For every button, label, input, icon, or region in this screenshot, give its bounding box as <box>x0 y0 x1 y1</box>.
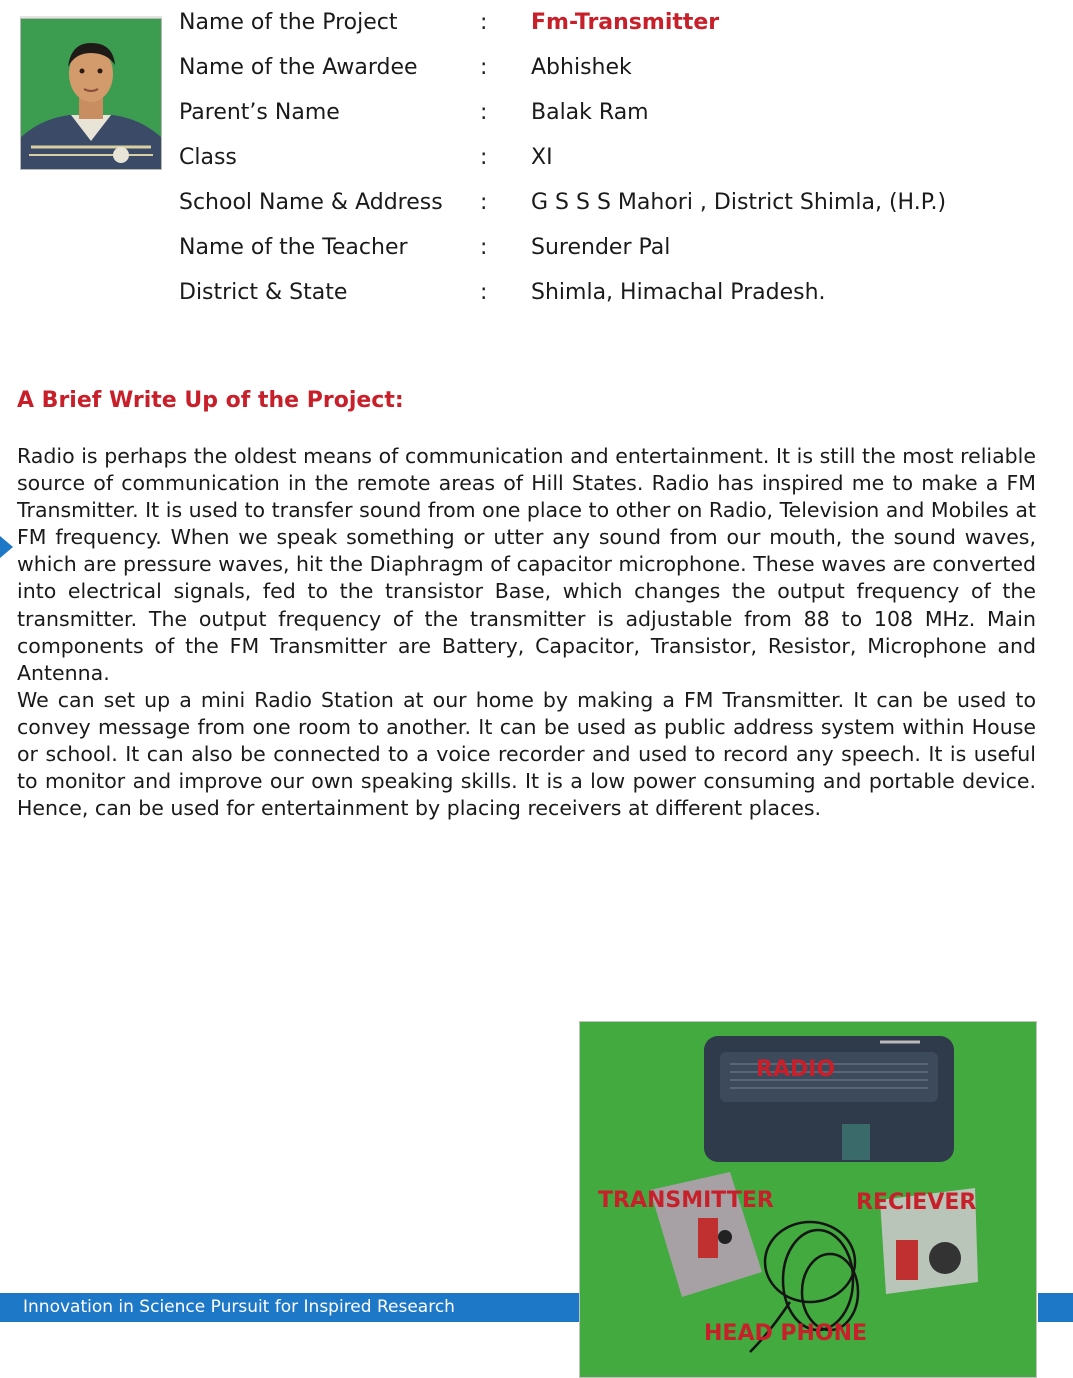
blue-marker-triangle <box>0 536 13 558</box>
write-up-heading: A Brief Write Up of the Project: <box>17 388 404 413</box>
info-colon: : <box>480 10 488 35</box>
info-row-teacher <box>0 233 1073 263</box>
info-label: District & State <box>179 280 348 305</box>
radio-shape <box>704 1036 954 1162</box>
write-up-paragraph-1: Radio is perhaps the oldest means of communication and entertainment. It is still the most reliable source of communication in the remote areas of Hill States. Radio has inspired me to make a FM Transmitter. It is used to transfer sound from one place to other on Radio, Television and Mobiles at FM frequency. When we speak something or utter any sound from our mouth, the sound waves, which are pressure waves, hit the Diaphragm of capacitor microphone. These waves are converted into electrical signals, fed to the transistor Base, which changes the output frequency of the transmitter. The output frequency of the transmitter is adjustable from 88 to 108 MHz. Main components of the FM Transmitter are Battery, Capacitor, Transistor, Resistor, Microphone and Antenna. <box>17 444 1036 685</box>
footer-text: Innovation in Science Pursuit for Inspired Research <box>23 1297 455 1317</box>
info-label: Name of the Awardee <box>179 55 418 80</box>
info-colon: : <box>480 100 488 125</box>
info-row-school <box>0 188 1073 218</box>
info-row-district <box>0 278 1073 308</box>
info-colon: : <box>480 55 488 80</box>
transmitter-label: TRANSMITTER <box>598 1188 774 1213</box>
school-value: G S S S Mahori , District Shimla, (H.P.) <box>531 190 947 215</box>
district-value: Shimla, Himachal Pradesh. <box>531 280 826 305</box>
info-colon: : <box>480 235 488 260</box>
info-colon: : <box>480 190 488 215</box>
class-value: XI <box>531 145 553 170</box>
project-photo <box>579 1021 1037 1378</box>
receiver-label: RECIEVER <box>856 1190 977 1215</box>
footer-band <box>0 1293 579 1322</box>
info-label: School Name & Address <box>179 190 443 215</box>
info-colon: : <box>480 145 488 170</box>
project-photo-image <box>580 1022 1037 1378</box>
teacher-value: Surender Pal <box>531 235 671 260</box>
footer-band-right <box>1038 1293 1073 1322</box>
write-up-paragraph-2: We can set up a mini Radio Station at our home by making a FM Transmitter. It can be used to convey message from one room to another. It can be used as public address system within House or school. It can also be connected to a voice recorder and used to record any speech. It is useful to monitor and improve our own speaking skills. It is a low power consuming and portable device. Hence, can be used for entertainment by placing receivers at different places. <box>17 688 1036 821</box>
awardee-name-value: Abhishek <box>531 55 632 80</box>
info-label: Name of the Project <box>179 10 398 35</box>
info-row-awardee <box>0 53 1073 83</box>
radio-label: RADIO <box>756 1057 836 1082</box>
info-label: Class <box>179 145 237 170</box>
project-name-value: Fm-Transmitter <box>531 10 720 35</box>
info-row-class <box>0 143 1073 173</box>
info-colon: : <box>480 280 488 305</box>
info-row-project <box>0 8 1073 38</box>
headphone-label: HEAD PHONE <box>704 1321 868 1346</box>
info-label: Parent’s Name <box>179 100 340 125</box>
parent-name-value: Balak Ram <box>531 100 649 125</box>
info-label: Name of the Teacher <box>179 235 408 260</box>
info-row-parent <box>0 98 1073 128</box>
